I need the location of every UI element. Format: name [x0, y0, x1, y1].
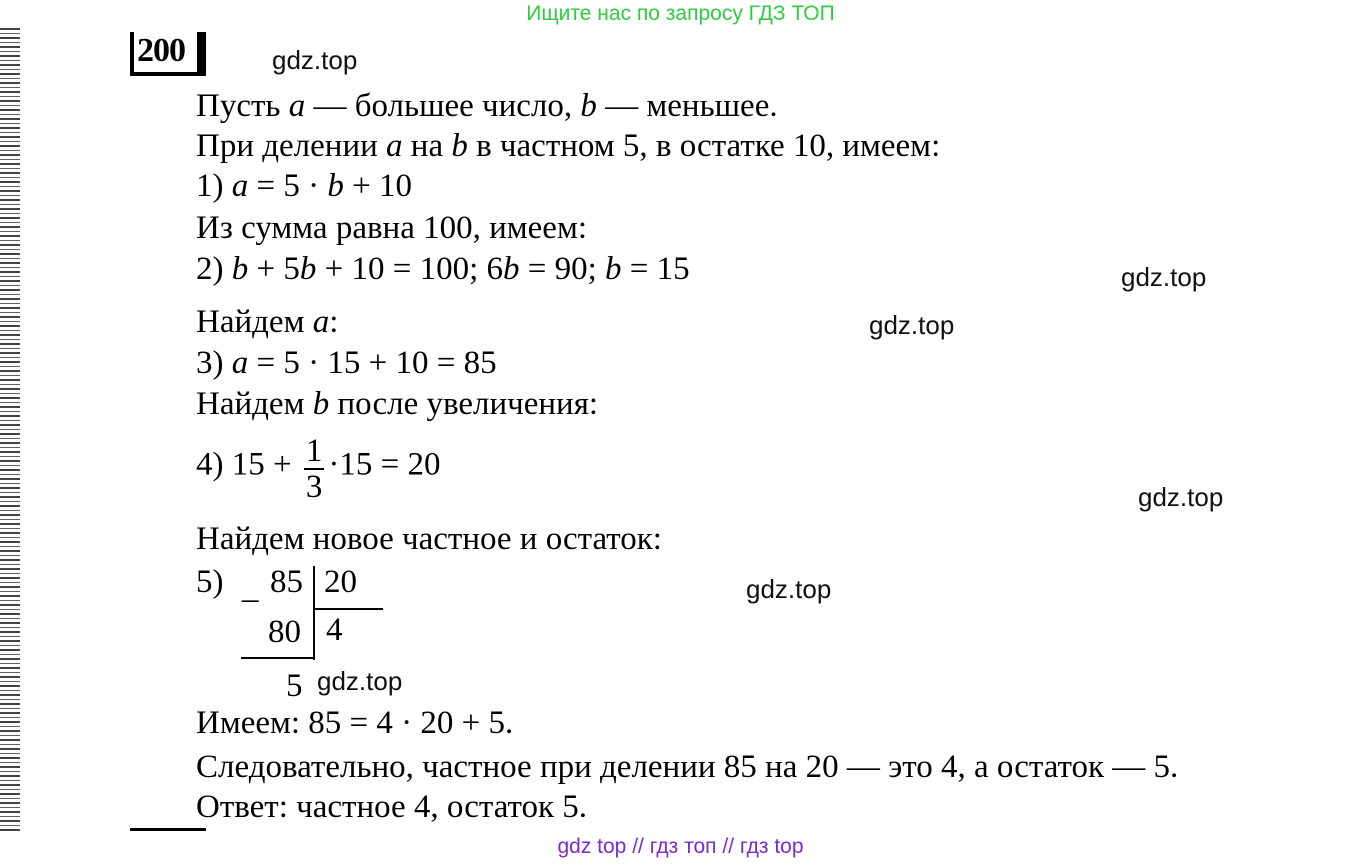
var-a: a [231, 345, 249, 381]
text-segment: 1) [196, 168, 232, 204]
division-subtraction-rule [241, 657, 313, 659]
text-line-2 [196, 128, 940, 164]
fraction [304, 434, 325, 504]
equation-3 [196, 345, 497, 381]
text-segment: Найдем [196, 386, 313, 422]
text-segment: ·15 = 20 [328, 446, 441, 483]
text-segment: = 5 · 15 + 10 = 85 [248, 345, 497, 381]
text-segment: + 5 [248, 251, 300, 287]
division-label: 5) [196, 564, 224, 600]
text-line-4: Из сумма равна 100, имеем: [196, 210, 588, 246]
end-rule [130, 828, 206, 831]
text-segment: + 10 = 100; 6 [316, 251, 504, 287]
var-a: a [288, 88, 306, 124]
division-vertical-rule [313, 566, 315, 660]
text-line-11: Имеем: 85 = 4 · 20 + 5. [196, 705, 514, 741]
equation-1 [196, 168, 412, 204]
bottom-banner[interactable]: gdz top // гдз топ // гдз top [557, 835, 804, 858]
var-a: a [386, 128, 403, 164]
watermark: gdz.top [869, 310, 955, 340]
division-quotient: 4 [326, 612, 343, 648]
text-line-10: Найдем новое частное и остаток: [196, 521, 662, 557]
watermark: gdz.top [272, 45, 358, 75]
text-line-8 [196, 386, 598, 422]
division-divisor: 20 [324, 564, 357, 600]
text-segment: При делении [196, 128, 387, 164]
text-segment: — большее число, [305, 88, 581, 124]
text-segment: : [329, 304, 339, 340]
text-segment: Пусть [196, 88, 289, 124]
watermark: gdz.top [1138, 482, 1224, 512]
text-segment: 3) [196, 345, 232, 381]
watermark: gdz.top [1121, 262, 1207, 292]
text-segment: Найдем [196, 304, 313, 340]
division-remainder: 5 [286, 668, 303, 704]
text-line-6 [196, 304, 338, 340]
var-b: b [327, 168, 344, 204]
equation-4 [196, 432, 441, 505]
fraction-denominator: 3 [305, 469, 323, 505]
text-segment: на [402, 128, 452, 164]
var-b: b [312, 386, 330, 422]
watermark: gdz.top [317, 666, 403, 696]
text-segment: = 5 · [248, 168, 328, 204]
text-segment: после увеличения: [329, 386, 599, 422]
text-segment: — меньшее. [596, 88, 778, 124]
top-banner[interactable]: Ищите нас по запросу ГДЗ ТОП [526, 2, 835, 25]
var-a: a [312, 304, 330, 340]
var-b: b [451, 128, 468, 164]
text-segment: = 90; [519, 251, 606, 287]
text-line-12: Следовательно, частное при делении 85 на 20 — это 4, а остаток — 5. [196, 749, 1179, 785]
text-segment: 2) [196, 251, 232, 287]
var-b: b [299, 251, 317, 287]
var-b: b [503, 251, 520, 287]
text-segment: 4) 15 + [196, 446, 300, 483]
var-b: b [231, 251, 249, 287]
watermark: gdz.top [746, 574, 832, 604]
fraction-numerator: 1 [305, 433, 323, 469]
var-b: b [605, 251, 622, 287]
text-segment: = 15 [621, 251, 690, 287]
division-minus: _ [242, 570, 259, 606]
text-segment: в частном 5, в остатке 10, имеем: [467, 128, 941, 164]
answer-line: Ответ: частное 4, остаток 5. [196, 789, 588, 825]
division-dividend: 85 [270, 564, 303, 600]
division-subtrahend: 80 [268, 614, 301, 650]
division-quotient-rule [313, 608, 383, 610]
scan-edge-artifact [0, 28, 20, 833]
problem-number: 200 [130, 32, 206, 76]
text-segment: + 10 [343, 168, 412, 204]
text-line-1 [196, 88, 778, 124]
var-a: a [231, 168, 249, 204]
var-b: b [580, 88, 597, 124]
equation-2 [196, 251, 690, 287]
